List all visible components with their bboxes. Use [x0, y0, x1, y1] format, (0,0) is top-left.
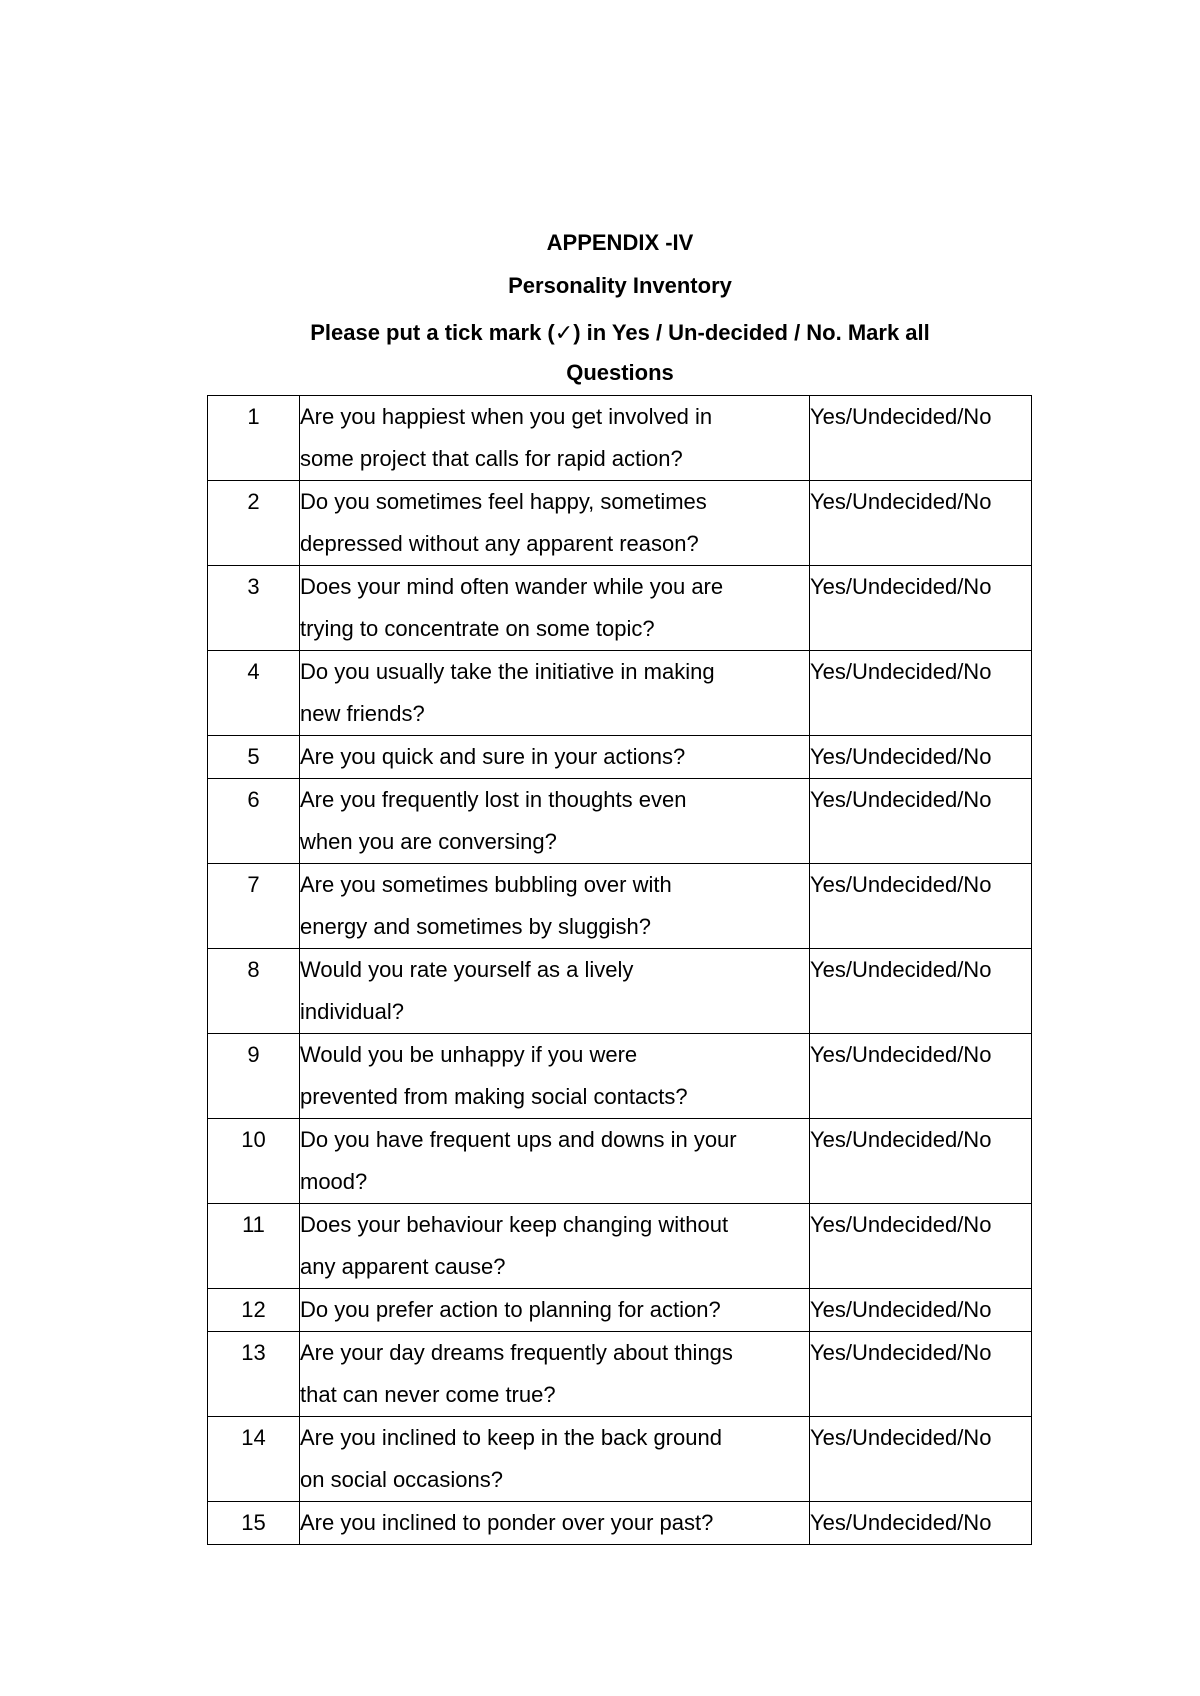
question-text-line: new friends? — [300, 701, 425, 726]
question-number: 6 — [208, 779, 300, 864]
question-text-line: some project that calls for rapid action? — [300, 446, 683, 471]
question-text — [300, 1417, 810, 1502]
question-text-line: Are you inclined to ponder over your past? — [300, 1510, 714, 1535]
answer-options[interactable]: Yes/Undecided/No — [810, 1417, 1032, 1502]
question-number: 11 — [208, 1204, 300, 1289]
answer-options[interactable]: Yes/Undecided/No — [810, 1034, 1032, 1119]
answer-options[interactable]: Yes/Undecided/No — [810, 736, 1032, 779]
question-row — [208, 396, 1032, 481]
question-text-line: Are you happiest when you get involved in — [300, 404, 713, 429]
question-text — [300, 396, 810, 481]
question-number: 7 — [208, 864, 300, 949]
answer-options[interactable]: Yes/Undecided/No — [810, 1289, 1032, 1332]
question-text-line: trying to concentrate on some topic? — [300, 616, 655, 641]
question-number: 5 — [208, 736, 300, 779]
question-text — [300, 1332, 810, 1417]
question-text-line: when you are conversing? — [300, 829, 557, 854]
answer-options[interactable]: Yes/Undecided/No — [810, 396, 1032, 481]
question-text-line: depressed without any apparent reason? — [300, 531, 699, 556]
question-text-line: prevented from making social contacts? — [300, 1084, 688, 1109]
question-number: 1 — [208, 396, 300, 481]
question-number: 10 — [208, 1119, 300, 1204]
question-row — [208, 1417, 1032, 1502]
answer-options[interactable]: Yes/Undecided/No — [810, 1502, 1032, 1545]
questions-table — [207, 395, 1032, 1545]
question-text — [300, 1289, 810, 1332]
question-row — [208, 1034, 1032, 1119]
instruction-line-1: Please put a tick mark (✓) in Yes / Un-decided / No. Mark all — [310, 320, 930, 345]
question-number: 8 — [208, 949, 300, 1034]
answer-options[interactable]: Yes/Undecided/No — [810, 864, 1032, 949]
question-number: 13 — [208, 1332, 300, 1417]
question-row — [208, 949, 1032, 1034]
question-text-line: Are your day dreams frequently about things — [300, 1340, 733, 1365]
question-row — [208, 736, 1032, 779]
question-text — [300, 566, 810, 651]
question-row — [208, 1289, 1032, 1332]
question-text-line: Would you be unhappy if you were — [300, 1042, 638, 1067]
question-row — [208, 1502, 1032, 1545]
question-text-line: mood? — [300, 1169, 368, 1194]
question-text-line: Are you sometimes bubbling over with — [300, 872, 672, 897]
question-text — [300, 779, 810, 864]
question-number: 3 — [208, 566, 300, 651]
answer-options[interactable]: Yes/Undecided/No — [810, 566, 1032, 651]
questions-table-body — [208, 396, 1032, 1545]
instructions — [180, 313, 1060, 393]
question-text-line: any apparent cause? — [300, 1254, 506, 1279]
question-text-line: Do you have frequent ups and downs in your — [300, 1127, 737, 1152]
question-text — [300, 481, 810, 566]
question-row — [208, 481, 1032, 566]
question-text — [300, 1502, 810, 1545]
answer-options[interactable]: Yes/Undecided/No — [810, 651, 1032, 736]
question-text-line: that can never come true? — [300, 1382, 556, 1407]
question-text — [300, 1034, 810, 1119]
question-text — [300, 736, 810, 779]
question-text-line: Does your mind often wander while you are — [300, 574, 724, 599]
question-text-line: individual? — [300, 999, 404, 1024]
answer-options[interactable]: Yes/Undecided/No — [810, 949, 1032, 1034]
question-row — [208, 864, 1032, 949]
question-row — [208, 566, 1032, 651]
question-row — [208, 1204, 1032, 1289]
page-title: APPENDIX -IV — [546, 230, 694, 255]
page-subtitle: Personality Inventory — [508, 273, 732, 298]
question-text — [300, 1119, 810, 1204]
question-text-line: Do you usually take the initiative in making — [300, 659, 715, 684]
question-text-line: Would you rate yourself as a lively — [300, 957, 634, 982]
answer-options[interactable]: Yes/Undecided/No — [810, 1119, 1032, 1204]
question-number: 2 — [208, 481, 300, 566]
question-text-line: Are you frequently lost in thoughts even — [300, 787, 687, 812]
question-text-line: Are you quick and sure in your actions? — [300, 744, 686, 769]
question-number: 15 — [208, 1502, 300, 1545]
question-number: 9 — [208, 1034, 300, 1119]
question-row — [208, 1119, 1032, 1204]
question-text — [300, 864, 810, 949]
answer-options[interactable]: Yes/Undecided/No — [810, 1204, 1032, 1289]
question-text-line: Do you prefer action to planning for action? — [300, 1297, 721, 1322]
question-text — [300, 1204, 810, 1289]
question-text-line: Are you inclined to keep in the back ground — [300, 1425, 722, 1450]
question-row — [208, 779, 1032, 864]
question-number: 14 — [208, 1417, 300, 1502]
question-text-line: energy and sometimes by sluggish? — [300, 914, 651, 939]
question-number: 4 — [208, 651, 300, 736]
question-number: 12 — [208, 1289, 300, 1332]
question-text-line: on social occasions? — [300, 1467, 504, 1492]
question-row — [208, 651, 1032, 736]
question-row — [208, 1332, 1032, 1417]
question-text — [300, 651, 810, 736]
question-text-line: Do you sometimes feel happy, sometimes — [300, 489, 707, 514]
answer-options[interactable]: Yes/Undecided/No — [810, 779, 1032, 864]
question-text — [300, 949, 810, 1034]
answer-options[interactable]: Yes/Undecided/No — [810, 1332, 1032, 1417]
question-text-line: Does your behaviour keep changing without — [300, 1212, 729, 1237]
answer-options[interactable]: Yes/Undecided/No — [810, 481, 1032, 566]
instruction-line-2: Questions — [566, 360, 674, 385]
